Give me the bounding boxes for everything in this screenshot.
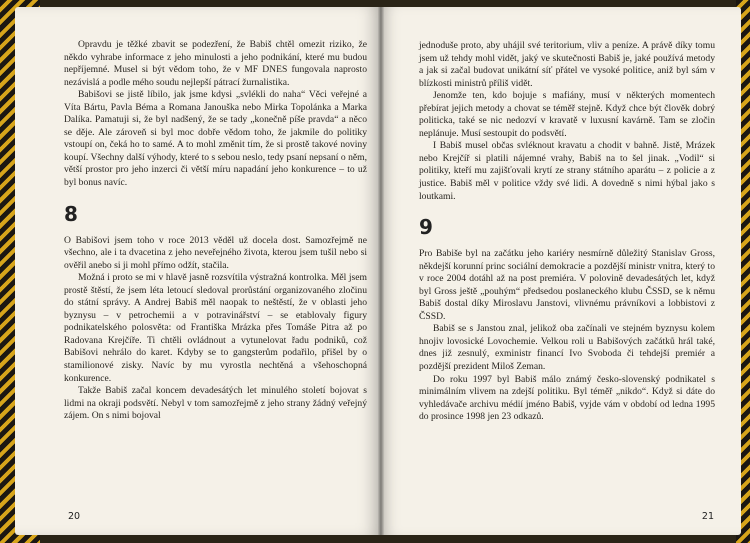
- paragraph: Pro Babiše byl na začátku jeho kariéry nesmírně důležitý Stanislav Gross, někdejší korunní princ sociální demokracie a pozdější ministr vnitra, který to v roce 2004 dotáhl až na post premiéra. V polovině devadesátých let, když byl Gross ještě „pouhým“ předsedou poslaneckého klubu ČSSD, se k němu Babiš dostal díky Miroslavu Janstovi, vlivnému právníkovi a lobbistovi z ČSSD.: [419, 248, 715, 322]
- paragraph: O Babišovi jsem toho v roce 2013 věděl už docela dost. Samozřejmě ne všechno, ale i ta dvacetina z jeho neveřejného života, kterou jsem tušil nebo si ověřil anebo si ji mohl přímo odžít, stačila.: [64, 234, 367, 271]
- paragraph: Babiš se s Janstou znal, jelikož oba začínali ve stejném byznysu kolem hnojiv lovosické Lovochemie. Velkou roli u Babišových začátků hrál také, dnes již zesnulý, exministr financí Ivo Svoboda či tehdejší premiér a pozdější prezident Miloš Zeman.: [419, 323, 715, 373]
- page-number: 20: [68, 511, 81, 522]
- left-page: [15, 7, 381, 535]
- paragraph: I Babiš musel občas svléknout kravatu a chodit v bahně. Jistě, Mrázek nebo Krejčíř si platili nájemné vrahy, Babiš na to šel jinak. „Vodil“ si politiky, kteří mu zajišťovali krytí ze strany státního aparátu – z policie a z justice. Babiš měl v politice vždy své lidi. A dovedně s nimi hýbal jako s loutkami.: [419, 140, 715, 202]
- right-page: [381, 7, 741, 535]
- paragraph: Babišovi se jistě líbilo, jak jsme kdysi „svlékli do naha“ Věci veřejné a Víta Bártu, Pavla Béma a Romana Janouška nebo Mirka Topolánka a Marka Dalíka. Pamatuji si, že byl nadšený, že se tady „konečně píše pravda“ a něco se děje. Ale zároveň si byl moc dobře vědom toho, že jakmile do politiky vstoupí on, čeká ho to samé. A to mohl změnit tím, že si prostě takové noviny koupí. Všechny další výhody, které to s sebou neslo, tedy psaní nepsaní o něm, větší prostor pro jeho inzerci či větší míru napadání jeho konkurence – to už byl bonus navíc.: [64, 89, 367, 189]
- paragraph: Takže Babiš začal koncem devadesátých let minulého století bojovat s lidmi na okraji podsvětí. Nebyl v tom samozřejmě z jeho strany žádný veřejný zájem. On s nimi bojoval: [64, 385, 367, 422]
- paragraph: Jenomže ten, kdo bojuje s mafiány, musí v některých momentech přebírat jejich metody a chovat se téměř stejně. Když chce být člověk dobrý politicka, také se nic nedozví v kravatě v luxusní kavárně. Tam se zločin neplánuje. Musí sestoupit do podsvětí.: [419, 90, 715, 139]
- page-number: 21: [701, 511, 714, 522]
- paragraph: jednoduše proto, aby uhájil své teritorium, vliv a peníze. A právě díky tomu jsem už tehdy mohl vidět, jaký ve skutečnosti Babiš je, jaké používá metody a jak si začal budovat unikátní síť přátel ve vysoké politice, aniž byl sám v blízkosti ministrů příliš vidět.: [419, 40, 715, 89]
- paragraph: Opravdu je těžké zbavit se podezření, že Babiš chtěl omezit riziko, že někdo vyhrabe informace z jeho minulosti a jeho podnikání, které mu budou nepříjemné. Musel si být vědom toho, že v MF DNES fungovala naprosto nezávislá a podle mého soudu nejlepší pátrací žurnalistika.: [64, 39, 367, 88]
- chapter-number: 8: [64, 201, 78, 226]
- chapter-number: 9: [419, 215, 433, 240]
- paragraph: Možná i proto se mi v hlavě jasně rozsvítila výstražná kontrolka. Měl jsem prostě štěstí, že jsem léta letoucí sledoval prorůstání organizovaného zločinu do státní správy. A Andrej Babiš měl naopak to neštěstí, že v oblasti jeho byznysu – v petrochemii a v potravinářství – se etablovaly figury podnikatelského polosvěta: od Františka Mrázka přes Tomáše Pitra až po Radovana Krejčíře. Ti chtěli ovládnout a vytunelovat řadu podniků, což Babišovi nehrálo do karet. Kdyby se to gangsterům podařilo, přišel by o stamilionové zisky. Navíc by mu vyrostla nechtěná a všehoschopná konkurence.: [64, 272, 367, 384]
- book-gutter: [378, 7, 384, 535]
- paragraph: Do roku 1997 byl Babiš málo známý česko-slovenský podnikatel s minimálním vlivem na zdejší politiku. Byl téměř „nikdo“. Když si dáte do vyhledávače archivu médií jméno Babiš, vyjde vám v období od ledna 1995 do prosince 1998 jen 23 odkazů.: [419, 373, 715, 423]
